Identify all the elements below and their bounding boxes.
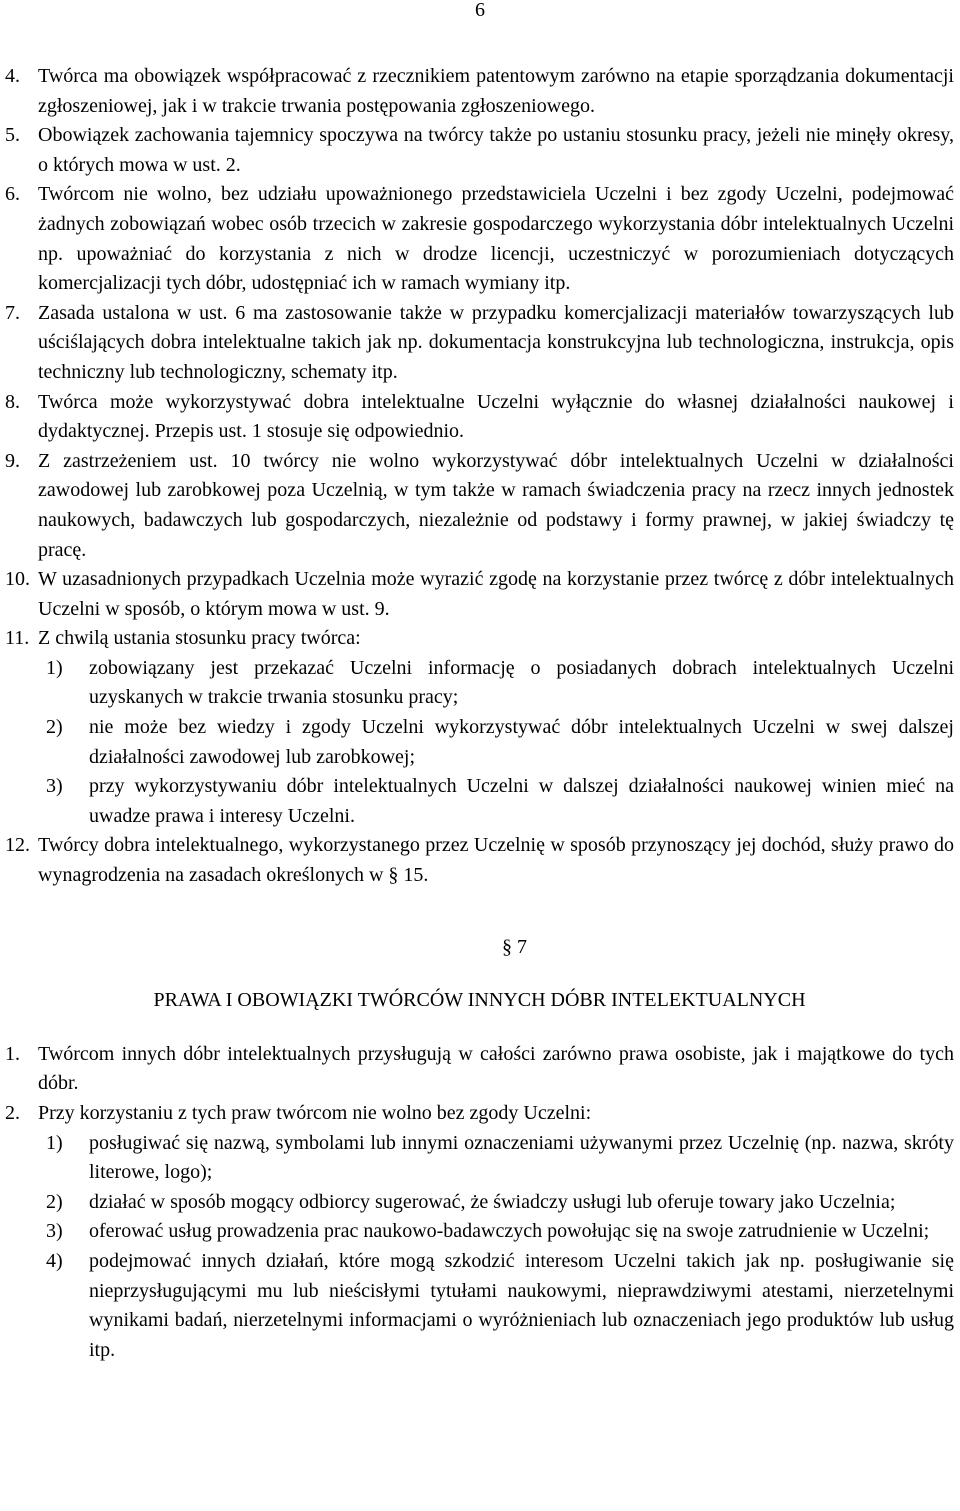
section-sign: § 7 bbox=[502, 935, 527, 958]
sub-point-b2-3 bbox=[5, 1217, 954, 1247]
paragraph-4 bbox=[5, 62, 954, 121]
paragraph-text: Twórcom innych dóbr intelektualnych przysługują w całości zarówno prawa osobiste, jak i majątkowe do tych dóbr. bbox=[38, 1042, 954, 1095]
paragraph-6 bbox=[5, 180, 954, 298]
sub-point-number: 1) bbox=[46, 656, 63, 679]
sub-point-number: 1) bbox=[46, 1131, 63, 1154]
paragraph-10 bbox=[5, 565, 954, 624]
sub-point-number: 3) bbox=[46, 775, 63, 798]
sub-point-text: działać w sposób mogący odbiorcy sugerować, że świadczy usługi lub oferuje towary jako Uczelnia; bbox=[89, 1190, 896, 1213]
paragraph-text: Twórca ma obowiązek współpracować z rzecznikiem patentowym zarówno na etapie sporządzania dokumentacji zgłoszeniowej, jak i w trakcie trwania postępowania zgłoszeniowego. bbox=[38, 65, 954, 117]
sub-point-text: zobowiązany jest przekazać Uczelni informację o posiadanych dobrach intelektualnych Uczelni uzyskanych w trakcie trwania stosunku pracy; bbox=[89, 656, 954, 709]
sub-point-number: 2) bbox=[46, 716, 63, 739]
paragraph-number: 11. bbox=[5, 627, 30, 650]
sub-point-11-3 bbox=[5, 772, 954, 831]
sub-point-11-1 bbox=[5, 654, 954, 713]
paragraph-number: 5. bbox=[5, 124, 20, 147]
paragraph-11 bbox=[5, 624, 954, 654]
paragraph-text: Twórcom nie wolno, bez udziału upoważnionego przedstawiciela Uczelni i bez zgody Uczelni, podejmować żadnych zobowiązań wobec osób trzecich w zakresie gospodarczego wykorzystania dóbr intelektualnych Uczelni np. upoważniać do korzystania z nich w drodze licencji, uczestniczyć w porozumieniach dotyczących komercjalizacji tych dóbr, udostępniać ich w ramach wymiany itp. bbox=[38, 183, 954, 295]
paragraph-7 bbox=[5, 299, 954, 388]
paragraph-number: 10. bbox=[5, 568, 30, 591]
paragraph-b2 bbox=[5, 1099, 954, 1129]
document-body bbox=[0, 62, 960, 1365]
paragraph-text: Zasada ustalona w ust. 6 ma zastosowanie także w przypadku komercjalizacji materiałów towarzyszących lub uściślających dobra intelektualne takich jak np. dokumentacja konstrukcyjna lub technologiczna, instrukcja, opis techniczny lub technologiczny, schematy itp. bbox=[38, 301, 954, 383]
sub-point-b2-2 bbox=[5, 1188, 954, 1218]
paragraph-number: 7. bbox=[5, 301, 20, 324]
sub-point-number: 3) bbox=[46, 1220, 63, 1243]
sub-point-text: nie może bez wiedzy i zgody Uczelni wykorzystywać dóbr intelektualnych Uczelni w swej dalszej działalności zawodowej lub zarobkowej; bbox=[89, 716, 954, 768]
paragraph-number: 1. bbox=[5, 1042, 20, 1065]
section-title: PRAWA I OBOWIĄZKI TWÓRCÓW INNYCH DÓBR INTELEKTUALNYCH bbox=[153, 989, 806, 1012]
paragraph-number: 8. bbox=[5, 390, 20, 413]
paragraph-number: 4. bbox=[5, 65, 20, 87]
paragraph-number: 6. bbox=[5, 183, 20, 206]
paragraph-text: Z chwilą ustania stosunku pracy twórca: bbox=[38, 627, 361, 650]
paragraph-text: W uzasadnionych przypadkach Uczelnia może wyrazić zgodę na korzystanie przez twórcę z dóbr intelektualnych Uczelni w sposób, o którym mowa w ust. 9. bbox=[38, 568, 954, 620]
sub-point-number: 4) bbox=[46, 1249, 63, 1272]
paragraph-b1 bbox=[5, 1040, 954, 1099]
paragraph-text: Przy korzystaniu z tych praw twórcom nie wolno bez zgody Uczelni: bbox=[38, 1102, 592, 1124]
paragraph-5 bbox=[5, 121, 954, 180]
paragraph-number: 2. bbox=[5, 1102, 20, 1124]
page-number: 6 bbox=[475, 0, 485, 21]
sub-point-text: oferować usług prowadzenia prac naukowo-badawczych powołując się na swoje zatrudnienie w Uczelni; bbox=[89, 1220, 930, 1243]
sub-point-text: posługiwać się nazwą, symbolami lub innymi oznaczeniami używanymi przez Uczelnię (np. nazwa, skróty literowe, logo); bbox=[89, 1131, 954, 1184]
sub-point-text: przy wykorzystywaniu dóbr intelektualnych Uczelni w dalszej działalności naukowej winien mieć na uwadze prawa i interesy Uczelni. bbox=[89, 775, 954, 827]
paragraph-text: Z zastrzeżeniem ust. 10 twórcy nie wolno wykorzystywać dóbr intelektualnych Uczelni w działalności zawodowej lub zarobkowej poza Uczelnią, w tym także w ramach świadczenia pracy na rzecz innych jednostek naukowych, badawczych lub gospodarczych, niezależnie od podstawy i formy prawnej, w jakiej świadczy tę pracę. bbox=[38, 449, 954, 561]
sub-point-number: 2) bbox=[46, 1190, 63, 1213]
sub-point-b2-1 bbox=[5, 1129, 954, 1188]
paragraph-text: Twórcy dobra intelektualnego, wykorzystanego przez Uczelnię w sposób przynoszący jej dochód, służy prawo do wynagrodzenia na zasadach określonych w § 15. bbox=[38, 834, 954, 887]
paragraph-8 bbox=[5, 388, 954, 447]
sub-point-text: podejmować innych działań, które mogą szkodzić interesom Uczelni takich jak np. posługiwanie się nieprzysługującymi mu lub nieścisłymi tytułami naukowymi, nieprawdziwymi atestami, nierzetelnymi wynikami badań, nierzetelnymi informacjami o wyróżnieniach lub oznaczeniach jego produktów lub usług itp. bbox=[89, 1249, 954, 1361]
paragraph-9 bbox=[5, 447, 954, 565]
paragraph-text: Obowiązek zachowania tajemnicy spoczywa na twórcy także po ustaniu stosunku pracy, jeżeli nie minęły okresy, o których mowa w ust. 2. bbox=[38, 124, 954, 176]
sub-point-11-2 bbox=[5, 713, 954, 772]
paragraph-number: 12. bbox=[5, 834, 30, 857]
paragraph-number: 9. bbox=[5, 449, 20, 472]
paragraph-text: Twórca może wykorzystywać dobra intelektualne Uczelni wyłącznie do własnej działalności naukowej i dydaktycznej. Przepis ust. 1 stosuje się odpowiednio. bbox=[38, 390, 954, 443]
sub-point-b2-4 bbox=[5, 1247, 954, 1365]
paragraph-12 bbox=[5, 831, 954, 890]
